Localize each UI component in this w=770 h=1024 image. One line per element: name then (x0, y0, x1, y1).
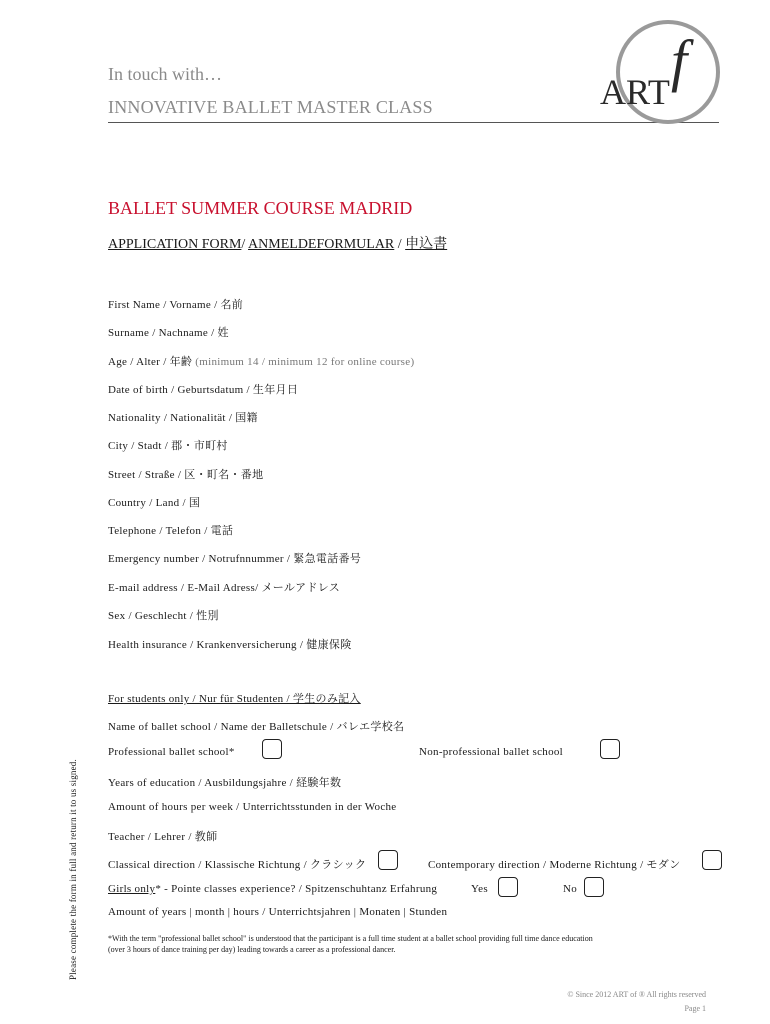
checkbox-non-professional-school[interactable] (600, 739, 620, 759)
form-title-sep: / (394, 237, 406, 252)
footer-page-number: Page 1 (684, 1004, 706, 1013)
footnote-line-1: *With the term "professional ballet school" is understood that the participant is a full time student at a ballet school providing full time dance education (108, 934, 593, 943)
logo-text: ART (600, 72, 670, 112)
pointe-question: * - Pointe classes experience? / Spitzenschuhtanz Erfahrung (155, 883, 438, 895)
field-date-of-birth[interactable]: Date of birth / Geburtsdatum / 生年月日 (108, 384, 299, 396)
field-health-insurance[interactable]: Health insurance / Krankenversicherung / 健康保険 (108, 639, 352, 651)
form-title-sep: / (241, 237, 249, 252)
field-street[interactable]: Street / Straße / 区・町名・番地 (108, 469, 264, 481)
logo-letter: f (671, 28, 688, 93)
field-years-of-education[interactable]: Years of education / Ausbildungsjahre / 経験年数 (108, 777, 342, 789)
art-of-logo (598, 18, 720, 126)
field-age[interactable] (108, 353, 414, 369)
field-teacher[interactable]: Teacher / Lehrer / 教師 (108, 831, 218, 843)
form-title-de: ANMELDEFORMULAR (248, 237, 395, 252)
field-emergency-number[interactable]: Emergency number / Notrufnnummer / 緊急電話番号 (108, 553, 362, 565)
label-contemporary-direction: Contemporary direction / Moderne Richtung / モダン (428, 859, 681, 871)
course-title: BALLET SUMMER COURSE MADRID (108, 198, 413, 218)
field-email[interactable]: E-mail address / E-Mail Adress/ メールアドレス (108, 582, 341, 594)
checkbox-yes[interactable] (498, 877, 518, 897)
label-professional-school: Professional ballet school* (108, 746, 235, 758)
label-non-professional-school: Non-professional ballet school (419, 746, 564, 758)
girls-only-label: Girls only (108, 883, 156, 895)
side-instruction: Please complete the form in full and return it to us signed. (68, 759, 78, 980)
label-yes: Yes (471, 883, 488, 895)
field-surname[interactable]: Surname / Nachname / 姓 (108, 327, 229, 339)
label-no: No (563, 883, 578, 895)
checkbox-no[interactable] (584, 877, 604, 897)
label-classical-direction: Classical direction / Klassische Richtung / クラシック (108, 859, 367, 871)
students-heading: For students only / Nur für Studenten / 学生のみ記入 (108, 693, 361, 705)
field-hours-per-week[interactable]: Amount of hours per week / Unterrichtsstunden in der Woche (108, 801, 397, 813)
field-city[interactable]: City / Stadt / 郡・市町村 (108, 440, 228, 452)
form-title-jp: 申込書 (405, 237, 448, 252)
field-ballet-school-name[interactable]: Name of ballet school / Name der Balletschule / バレエ学校名 (108, 721, 405, 733)
form-title (108, 233, 447, 253)
checkbox-classical-direction[interactable] (378, 850, 398, 870)
field-age-note: (minimum 14 / minimum 12 for online course) (192, 356, 415, 368)
field-nationality[interactable]: Nationality / Nationalität / 国籍 (108, 412, 258, 424)
header-intro: In touch with… (108, 64, 222, 84)
field-country[interactable]: Country / Land / 国 (108, 497, 201, 509)
checkbox-professional-school[interactable] (262, 739, 282, 759)
field-telephone[interactable]: Telephone / Telefon / 電話 (108, 525, 234, 537)
field-age-label: Age / Alter / 年齢 (108, 356, 193, 368)
label-pointe-experience (108, 883, 437, 895)
checkbox-contemporary-direction[interactable] (702, 850, 722, 870)
form-title-en: APPLICATION FORM (108, 237, 242, 252)
field-first-name[interactable]: First Name / Vorname / 名前 (108, 299, 244, 311)
field-sex[interactable]: Sex / Geschlecht / 性別 (108, 610, 219, 622)
footnote-line-2: (over 3 hours of dance training per day) leading towards a career as a professional dancer. (108, 945, 396, 954)
header-masterclass: INNOVATIVE BALLET MASTER CLASS (108, 97, 433, 117)
field-amount-of-years[interactable]: Amount of years | month | hours / Unterrichtsjahren | Monaten | Stunden (108, 906, 448, 918)
footer-copyright: © Since 2012 ART of ® All rights reserved (567, 990, 706, 999)
